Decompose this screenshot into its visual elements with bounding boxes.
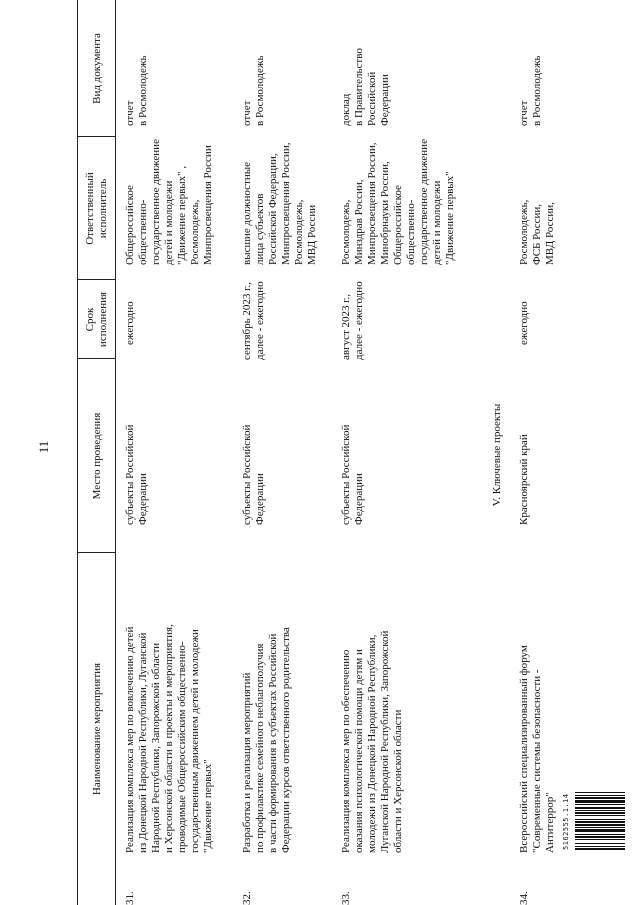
row-executor: Общероссийское общественно- государственное движение детей и молодежи "Движение первых" , Росмолодежь, Минпросвещения России [124,139,214,265]
barcode-image [575,764,625,850]
row-place: Красноярский край [518,434,530,525]
header-executor: Ответственный исполнитель [84,172,109,245]
row-doc: отчет в Росмолодежь [241,55,266,126]
row-executor: Росмолодежь, Минздрав России, Минпросвещения России, Минобрнауки России, Общероссийское общественно- государственное движение детей и молодежи "Движение первых" [340,139,456,265]
row-term: август 2023 г., далее - ежегодно [340,281,365,360]
row-doc: доклад в Правительство Российской Федерации [340,48,391,126]
page-number: 11 [36,440,51,454]
row-place: субъекты Российской Федерации [124,424,149,525]
row-place: субъекты Российской Федерации [340,424,365,525]
barcode-bar [575,792,625,793]
barcode-bar [575,796,625,797]
row-term: ежегодно [124,301,136,345]
barcode-bar [575,805,625,807]
barcode-bar [575,832,625,834]
barcode-bar [575,815,625,816]
barcode-bar [575,835,625,836]
row-number: 31. [124,891,136,905]
barcode-bar [575,804,625,805]
barcode-bar [575,803,625,804]
barcode-bar [575,797,625,799]
barcode-bar [575,821,625,823]
barcode-bar [575,836,625,838]
barcode-bar [575,844,625,846]
barcode-bar [575,828,625,829]
header-place: Место проведения [91,412,103,500]
row-place: субъекты Российской Федерации [241,424,266,525]
header-name: Наименование мероприятия [91,662,103,796]
barcode-bar [575,819,625,820]
row-name: Реализация комплекса мер по обеспечению оказания психологической помощи детям и молодежи из Донецкой Народной Республики, Луганской Народной Республики, Запорожской области и Херсонской области [340,630,404,853]
barcode-bar [575,799,625,800]
row-number: 33. [340,891,352,905]
barcode-bar [575,834,625,835]
barcode-bar [575,823,625,824]
barcode-bar [575,839,625,840]
barcode-bar [575,793,625,795]
barcode-bar [575,800,625,803]
barcode-bar [575,827,625,828]
row-doc: отчет в Росмолодежь [124,55,149,126]
barcode-bar [575,843,625,844]
barcode-bar [575,847,625,848]
row-executor: высшие должностные лица субъектов Российской Федерации, Минпросвещения России, Росмолодежь, МВД России [241,142,318,265]
barcode-bar [575,812,625,814]
row-name: Разработка и реализация мероприятий по профилактике семейного неблагополучия в части формирования в субъектах Российской Федерации курсов ответственного родительства [241,627,292,853]
barcode-bar [575,795,625,796]
barcode-bar [575,811,625,812]
barcode-bar [575,848,625,850]
barcode-number: 5162555.1.14 [562,793,570,850]
barcode-bar [575,810,625,811]
barcode-bar [575,838,625,839]
barcode-bar [575,846,625,847]
row-term: сентябрь 2023 г., далее - ежегодно [241,281,266,360]
barcode-bar [575,807,625,809]
barcode-bar [575,826,625,827]
barcode-bar [575,809,625,810]
row-number: 32. [241,891,253,905]
row-executor: Росмолодежь, ФСБ России, МВД России, [518,199,556,265]
row-name: Реализация комплекса мер по вовлечению детей из Донецкой Народной Республики, Луганской Народной Республики, Запорожской области и Херсонской области в проекты и мероприятия, проводимые Общероссийским общественно- государственным движением детей и молодежи "Движение первых" [124,624,214,853]
header-bottom-rule [115,0,116,905]
header-doc: Вид документа [91,33,103,104]
row-number: 34. [518,891,530,905]
barcode-bar [575,820,625,821]
row-doc: отчет в Росмолодежь [518,55,543,126]
barcode-bar [575,829,625,832]
barcode-bar [575,791,625,792]
section-title: V. Ключевые проекты [491,403,503,507]
barcode-bar [575,816,625,819]
barcode-bar [575,814,625,815]
header-term: Срок исполнения [84,291,109,348]
row-name: Всероссийский специализированный форум "Современные системы безопасности - Антитеррор" [518,645,556,853]
row-term: ежегодно [518,301,530,345]
barcode-bar [575,840,625,843]
barcode-bar [575,824,625,826]
